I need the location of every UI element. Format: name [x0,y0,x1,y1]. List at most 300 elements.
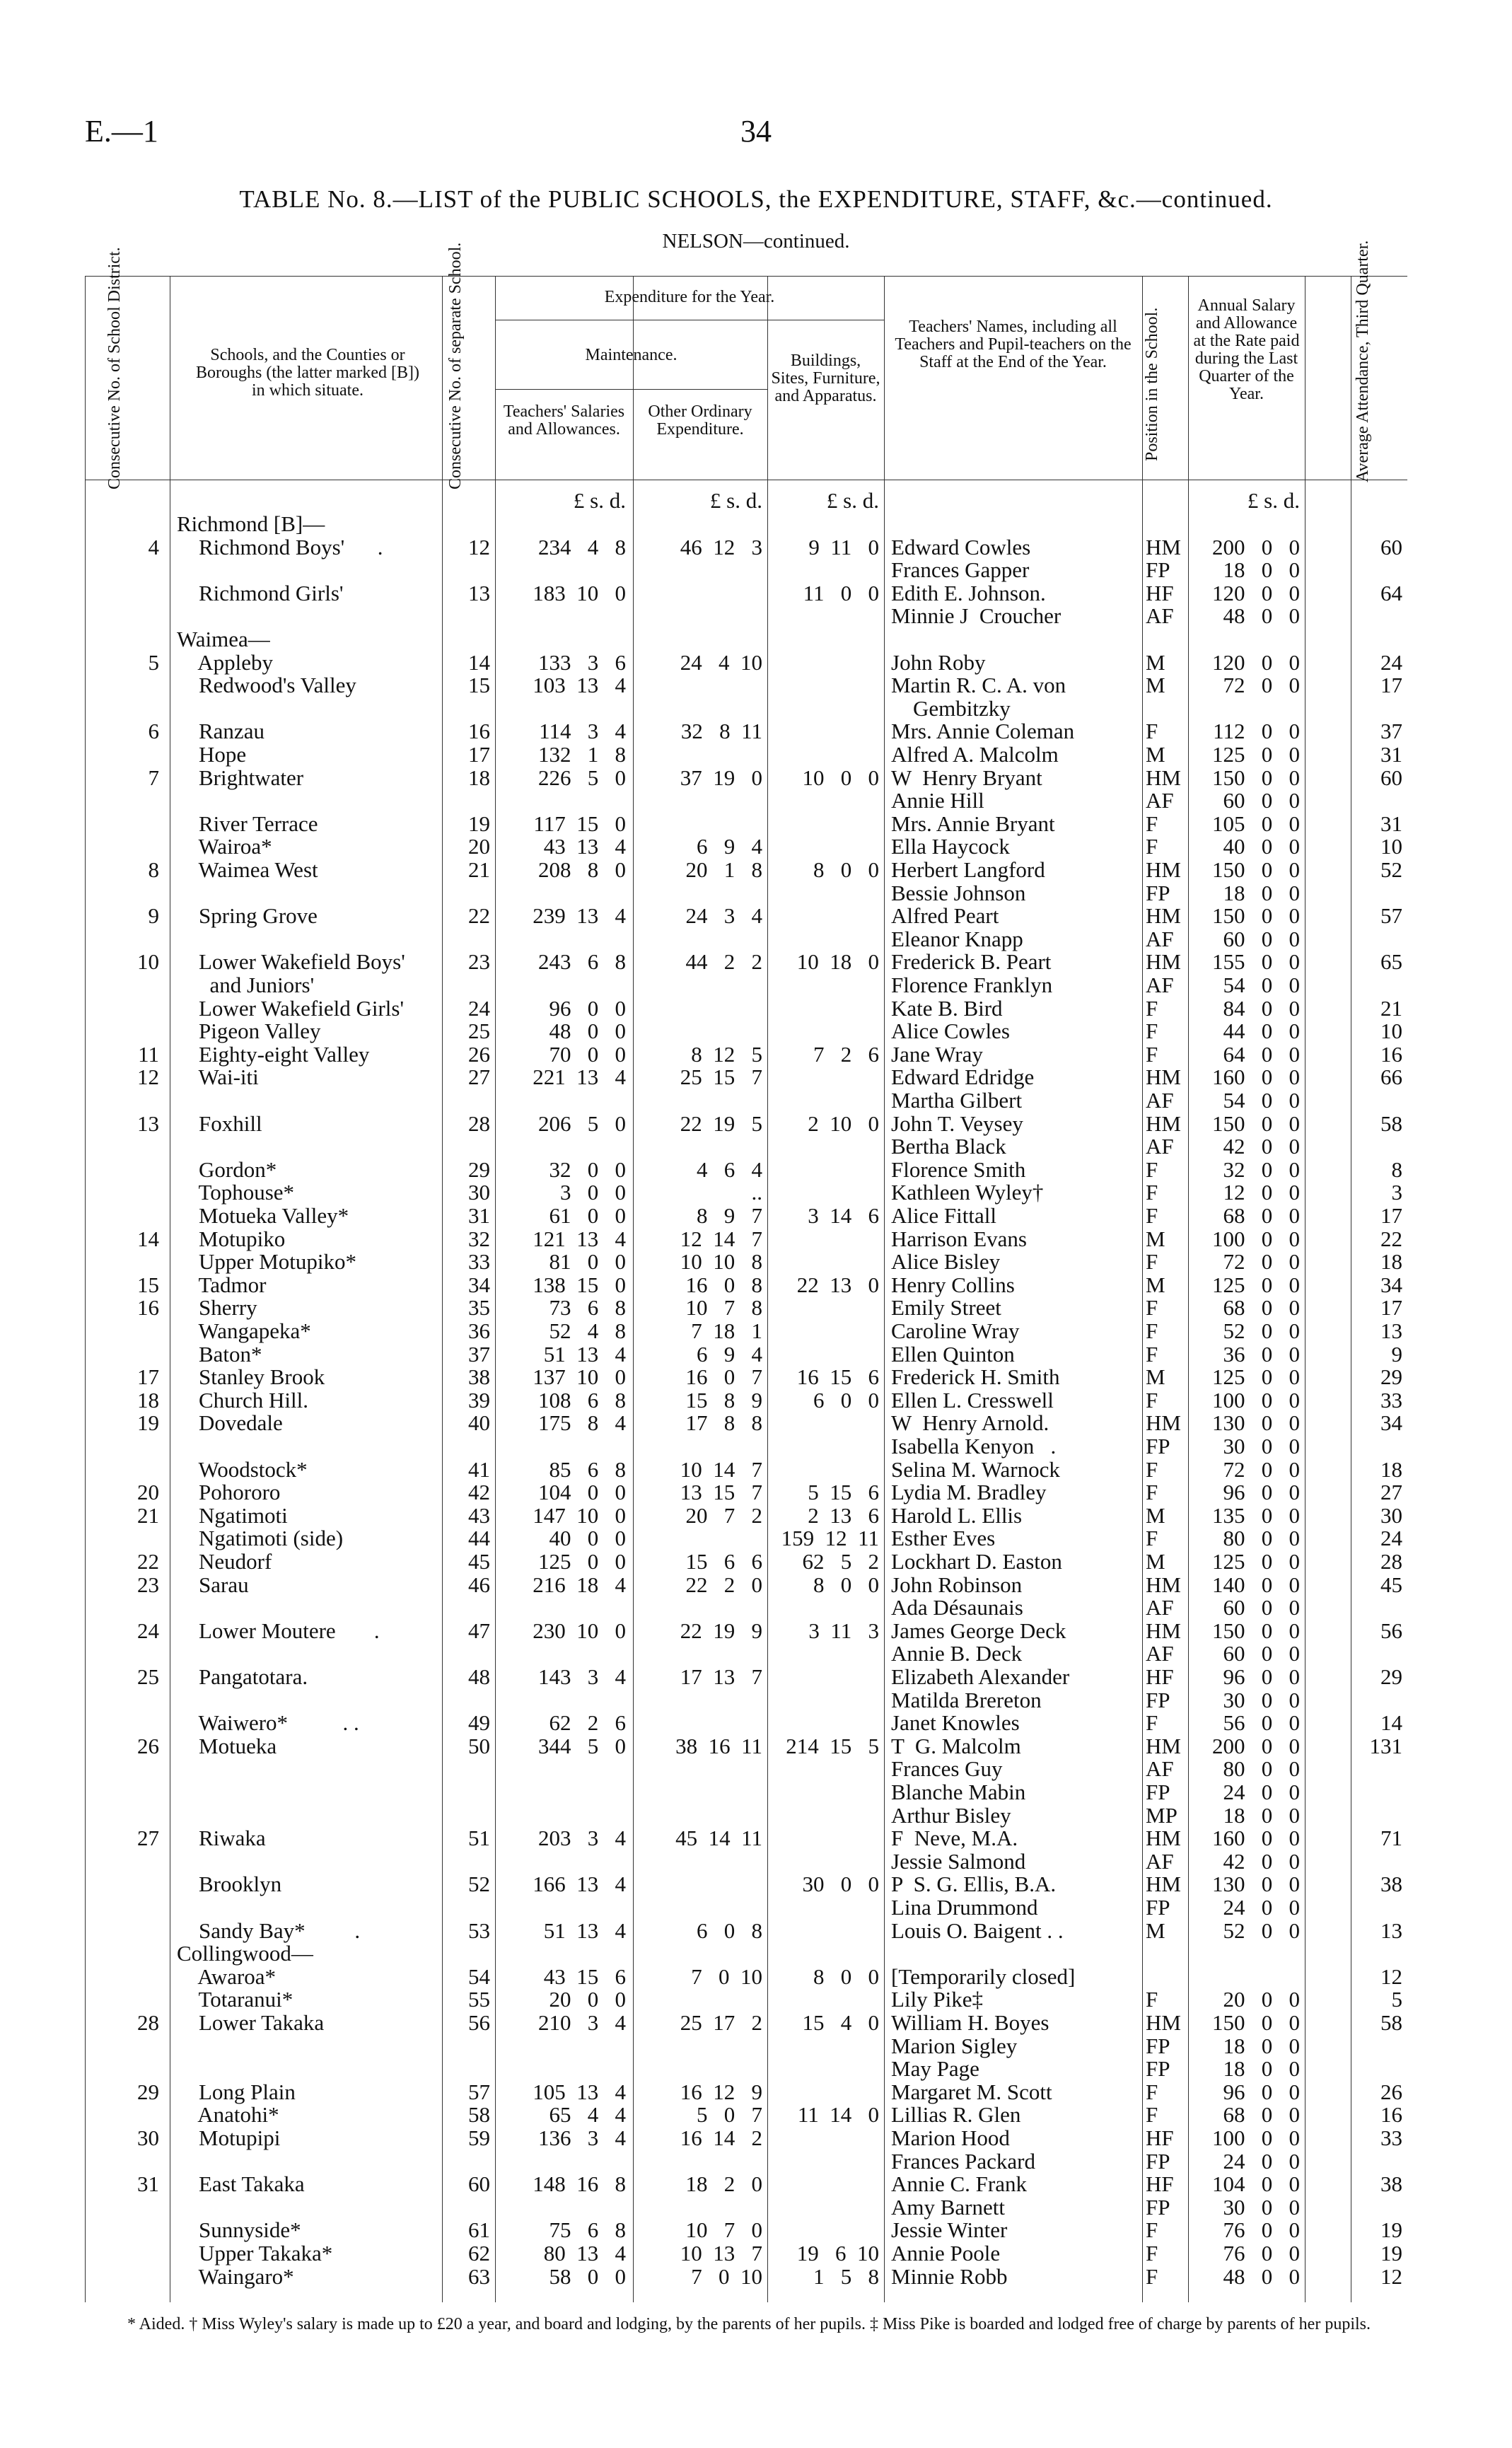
position-header: Position in the School. [1143,307,1161,461]
table-row [85,951,1407,973]
average-attendance: 17 [1380,1203,1402,1228]
maintenance-header: Maintenance. [585,346,678,364]
teacher-name: John T. Veysey [891,1110,1023,1136]
buildings-cost: 1 5 8 [813,2263,879,2289]
annual-salary: 150 0 0 [1212,1618,1300,1643]
position: FP [1146,1780,1170,1804]
teacher-name: T G. Malcolm [891,1733,1021,1758]
table-row [85,1251,1407,1273]
average-attendance: 13 [1380,1918,1402,1943]
school-name: Richmond Girls' [177,580,344,605]
buildings-cost: 6 0 0 [813,1387,879,1412]
school-no: 53 [468,1918,490,1943]
teacher-name: F Neve, M.A. [891,1826,1018,1851]
teachers-salaries: 230 10 0 [533,1618,626,1643]
position: HF [1146,1664,1174,1689]
district-no: 20 [137,1480,159,1505]
school-no: 58 [468,2102,490,2128]
school-no: 18 [468,765,490,790]
position: FP [1146,2056,1170,2082]
school-name: Sherry [177,1295,257,1321]
teachers-salaries: 138 15 0 [533,1272,626,1297]
teachers-salaries: 70 0 0 [549,1041,626,1067]
school-name: Lower Takaka [177,2010,325,2035]
position: M [1146,1226,1165,1251]
district-no: 24 [137,1618,159,1643]
school-name: Eighty-eight Valley [177,1041,370,1067]
teacher-name: Martin R. C. A. von [891,673,1066,698]
average-attendance: 16 [1380,1041,1402,1067]
average-attendance: 21 [1380,995,1402,1021]
table-row [85,1296,1407,1319]
buildings-cost: 22 13 0 [796,1272,879,1297]
annual-salary: 72 0 0 [1223,673,1300,698]
table-row [85,767,1407,789]
school-name: Woodstock* [177,1456,308,1482]
school-name: and Juniors' [177,973,315,997]
other-expenditure-header: Other Ordinary Expenditure. [648,402,752,439]
table-row [85,1758,1407,1780]
teacher-name: May Page [891,2056,979,2082]
teacher-name: Esther Eves [891,1526,996,1551]
school-name: Richmond [B]— [177,511,325,536]
position: F [1146,2263,1158,2289]
other-expenditure: 15 6 6 [685,1549,762,1574]
annual-salary: 24 0 0 [1223,1780,1300,1804]
other-expenditure: 8 12 5 [691,1041,762,1067]
teachers-salaries: 3 0 0 [560,1180,626,1205]
average-attendance: 29 [1380,1664,1402,1689]
school-no-header: Consecutive No. of separate School. [446,242,465,489]
buildings-cost: 7 2 6 [813,1041,879,1067]
position: HM [1146,1872,1181,1897]
teachers-salaries: 80 13 4 [543,2241,626,2266]
annual-salary: 100 0 0 [1212,1387,1300,1412]
table-row [85,1435,1407,1458]
annual-salary: 18 0 0 [1223,557,1300,583]
attendance-header: Average Attendance, Third Quarter. [1354,240,1372,482]
school-name: Gordon* [177,1156,277,1182]
other-expenditure: .. [751,1180,762,1205]
table-row [85,1781,1407,1804]
teacher-name: Amy Barnett [891,2194,1005,2220]
buildings-cost: 10 0 0 [802,765,879,790]
school-name: Wai-iti [177,1065,259,1090]
buildings-cost: 8 0 0 [813,1572,879,1597]
school-no: 45 [468,1549,490,1574]
annual-salary: 30 0 0 [1223,2194,1300,2220]
school-no: 56 [468,2010,490,2035]
average-attendance: 5 [1391,1987,1402,2012]
position: HF [1146,580,1174,605]
table-row [85,1596,1407,1619]
position: F [1146,1987,1158,2012]
table-row [85,2173,1407,2195]
district-no: 21 [137,1502,159,1528]
average-attendance: 9 [1391,1341,1402,1367]
annual-salary: 125 0 0 [1212,742,1300,767]
teacher-name: John Robinson [891,1572,1023,1597]
teachers-salaries: 51 13 4 [543,1341,626,1367]
teacher-name: Jessie Salmond [891,1848,1026,1874]
annual-salary: 130 0 0 [1212,1872,1300,1897]
annual-salary: 200 0 0 [1212,1733,1300,1758]
table-row [85,1642,1407,1665]
buildings-cost: 2 13 6 [808,1502,879,1528]
footnote: * Aided. † Miss Wyley's salary is made up to £20 a year, and board and lodging, by the parents of her pupils. ‡ Miss Pike is boarded and lodged free of charge by parents of her pupils. [127,2315,1371,2333]
other-expenditure: 37 19 0 [680,765,762,790]
table-row [85,513,1407,535]
teacher-name: Blanche Mabin [891,1780,1026,1804]
school-no: 32 [468,1226,490,1251]
teacher-name: Annie Poole [891,2241,1001,2266]
school-no: 51 [468,1826,490,1851]
position: FP [1146,2033,1170,2058]
other-expenditure: 4 6 4 [697,1156,762,1182]
teachers-salaries: 104 0 0 [538,1480,626,1505]
annual-salary: 42 0 0 [1223,1134,1300,1159]
annual-salary: 104 0 0 [1212,2171,1300,2197]
table-row [85,697,1407,720]
teachers-salaries: 234 4 8 [538,534,626,559]
position: F [1146,1249,1158,1275]
other-expenditure: 7 18 1 [691,1318,762,1343]
teacher-name: Selina M. Warnock [891,1456,1060,1482]
position: F [1146,1318,1158,1343]
position: M [1146,1918,1165,1943]
annual-salary: 54 0 0 [1223,973,1300,997]
other-expenditure: 6 9 4 [697,834,762,859]
average-attendance: 56 [1380,1618,1402,1643]
table-row [85,905,1407,927]
teacher-name: Margaret M. Scott [891,2079,1052,2104]
other-expenditure: 7 0 10 [691,1963,762,1989]
teacher-name: Marion Hood [891,2125,1010,2150]
teacher-name: Martha Gilbert [891,1088,1023,1113]
teacher-name: Alfred Peart [891,903,999,929]
school-no: 61 [468,2217,490,2243]
annual-salary: 18 0 0 [1223,1802,1300,1828]
annual-salary: 125 0 0 [1212,1272,1300,1297]
school-no: 50 [468,1733,490,1758]
school-name: Motupiko [177,1226,286,1251]
annual-salary: 68 0 0 [1223,1203,1300,1228]
district-no: 27 [137,1826,159,1851]
table-row [85,1712,1407,1734]
teacher-name: Lily Pike‡ [891,1987,984,2012]
school-name: East Takaka [177,2171,305,2197]
teacher-name: Frances Packard [891,2148,1035,2174]
position: F [1146,2241,1158,2266]
annual-salary: 96 0 0 [1223,2079,1300,2104]
buildings-cost: 3 11 3 [808,1618,879,1643]
table-title: TABLE No. 8.—LIST of the PUBLIC SCHOOLS, the EXPENDITURE, STAFF, &c.—continued. [239,185,1273,213]
buildings-cost: 10 18 0 [796,949,879,975]
position: FP [1146,2148,1170,2174]
teachers-salaries: 203 3 4 [538,1826,626,1851]
school-name: Church Hill. [177,1387,308,1412]
table-row [85,536,1407,559]
average-attendance: 13 [1380,1318,1402,1343]
district-no: 31 [137,2171,159,2197]
teacher-name: Annie B. Deck [891,1641,1023,1666]
school-no: 57 [468,2079,490,2104]
average-attendance: 27 [1380,1480,1402,1505]
teachers-salaries: 183 10 0 [533,580,626,605]
district-no: 8 [148,857,159,882]
school-no: 42 [468,1480,490,1505]
school-name: Lower Moutere . [177,1618,380,1643]
teacher-name: Lillias R. Glen [891,2102,1021,2128]
other-expenditure: 32 8 11 [680,719,762,744]
average-attendance: 14 [1380,1710,1402,1736]
teacher-name: Annie Hill [891,788,984,813]
position: F [1146,1041,1158,1067]
teachers-salaries: 136 3 4 [538,2125,626,2150]
average-attendance: 10 [1380,834,1402,859]
other-expenditure: 10 7 0 [685,2217,762,2243]
district-no-header: Consecutive No. of School District. [105,247,124,489]
buildings-cost: 159 12 11 [781,1526,879,1551]
district-no: 18 [137,1387,159,1412]
position: F [1146,1710,1158,1736]
position: FP [1146,880,1170,905]
school-name: Waimea West [177,857,318,882]
table-row [85,1827,1407,1850]
annual-salary: 56 0 0 [1223,1710,1300,1736]
teacher-name: Matilda Brereton [891,1687,1042,1712]
average-attendance: 31 [1380,811,1402,836]
district-no: 29 [137,2079,159,2104]
annual-salary: 52 0 0 [1223,1918,1300,1943]
table-row [85,2012,1407,2034]
table-row [85,1735,1407,1758]
school-no: 22 [468,903,490,929]
table-row [85,1156,1407,1182]
table-row [85,1988,1407,2011]
school-no: 28 [468,1110,490,1136]
table-row [85,1504,1407,1527]
school-name: Appleby [177,649,274,675]
teachers-salaries: 108 6 8 [538,1387,626,1412]
position: M [1146,742,1165,767]
annual-salary: 18 0 0 [1223,2056,1300,2082]
teacher-name: Jessie Winter [891,2217,1008,2243]
teachers-salaries: 43 15 6 [543,1963,626,1989]
teacher-name: Lina Drummond [891,1895,1038,1920]
table-row [85,835,1407,858]
average-attendance: 16 [1380,2102,1402,2128]
position: FP [1146,1434,1170,1458]
annual-salary: 42 0 0 [1223,1848,1300,1874]
annual-salary: 48 0 0 [1223,2263,1300,2289]
district-no: 26 [137,1733,159,1758]
school-name: Neudorf [177,1549,272,1574]
position: F [1146,1480,1158,1505]
school-name: Ngatimoti [177,1502,288,1528]
average-attendance: 71 [1380,1826,1402,1851]
other-expenditure: 7 0 10 [691,2263,762,2289]
average-attendance: 60 [1380,765,1402,790]
table-row [85,2035,1407,2058]
district-no: 28 [137,2010,159,2035]
school-name: Brooklyn [177,1872,282,1897]
position: AF [1146,1134,1174,1159]
teachers-salaries: 226 5 0 [538,765,626,790]
teachers-salaries: 206 5 0 [538,1110,626,1136]
school-name: Tophouse* [177,1180,295,1205]
teacher-name: Kathleen Wyley† [891,1180,1044,1205]
school-name: Tadmor [177,1272,267,1297]
teachers-salaries: 125 0 0 [538,1549,626,1574]
school-name: Dovedale [177,1410,283,1436]
school-name: Sandy Bay* . [177,1918,361,1943]
district-no: 12 [137,1065,159,1090]
position: F [1146,1341,1158,1367]
school-no: 15 [468,673,490,698]
position: AF [1146,1595,1174,1620]
school-no: 17 [468,742,490,767]
annual-salary: 80 0 0 [1223,1526,1300,1551]
position: M [1146,1549,1165,1574]
school-name: Pangatotara. [177,1664,308,1689]
table-row [85,1020,1407,1043]
table-row [85,1527,1407,1550]
buildings-cost: 214 15 5 [786,1733,879,1758]
school-no: 49 [468,1710,490,1736]
annual-salary: 12 0 0 [1223,1180,1300,1205]
school-name: Waingaro* [177,2263,294,2289]
table-row [85,1135,1407,1158]
table-row [85,1389,1407,1412]
school-name: Totaranui* [177,1987,293,2012]
position: HF [1146,2171,1174,2197]
average-attendance: 60 [1380,534,1402,559]
school-name: Brightwater [177,765,304,790]
teacher-name: Kate B. Bird [891,995,1003,1021]
teachers-salaries: 73 6 8 [549,1295,626,1321]
school-no: 35 [468,1295,490,1321]
annual-salary: 120 0 0 [1212,649,1300,675]
table-row [85,2219,1407,2241]
teachers-salaries: 65 4 4 [549,2102,626,2128]
annual-salary: 32 0 0 [1223,1156,1300,1182]
school-name: Stanley Brook [177,1364,325,1390]
school-no: 29 [468,1156,490,1182]
annual-salary: 64 0 0 [1223,1041,1300,1067]
school-no: 55 [468,1987,490,2012]
average-attendance: 12 [1380,1963,1402,1989]
school-no: 37 [468,1341,490,1367]
teacher-name: William H. Boyes [891,2010,1049,2035]
position: FP [1146,1895,1170,1920]
school-no: 31 [468,1203,490,1228]
average-attendance: 57 [1380,903,1402,929]
annual-salary: 40 0 0 [1223,834,1300,859]
teachers-salaries: 137 10 0 [533,1364,626,1390]
school-no: 30 [468,1180,490,1205]
teacher-name: Ellen L. Cresswell [891,1387,1054,1412]
school-no: 63 [468,2263,490,2289]
position: HM [1146,857,1181,882]
school-name: Foxhill [177,1110,262,1136]
other-expenditure: 16 14 2 [680,2125,762,2150]
teacher-name: Elizabeth Alexander [891,1664,1070,1689]
average-attendance: 64 [1380,580,1402,605]
average-attendance: 37 [1380,719,1402,744]
teacher-name: Alice Cowles [891,1019,1010,1044]
position: AF [1146,1756,1174,1782]
table-row [85,859,1407,881]
school-no: 24 [468,995,490,1021]
position: FP [1146,557,1170,583]
annual-salary: 18 0 0 [1223,2033,1300,2058]
average-attendance: 58 [1380,1110,1402,1136]
table-row [85,2150,1407,2173]
table-row [85,1574,1407,1596]
teachers-salaries: 105 13 4 [533,2079,626,2104]
position: M [1146,673,1165,698]
teachers-salaries: 148 16 8 [533,2171,626,2197]
teacher-name: Alfred A. Malcolm [891,742,1059,767]
school-name: Riwaka [177,1826,266,1851]
teachers-salaries: 20 0 0 [549,1987,626,2012]
teacher-name: Harold L. Ellis [891,1502,1023,1528]
table-row [85,974,1407,997]
school-no: 26 [468,1041,490,1067]
position: HM [1146,1065,1181,1090]
teachers-salaries: 40 0 0 [549,1526,626,1551]
school-no: 13 [468,580,490,605]
table-row [85,1274,1407,1296]
table-row [85,1366,1407,1388]
position: F [1146,811,1158,836]
school-name: Baton* [177,1341,262,1367]
school-no: 39 [468,1387,490,1412]
school-name: Wairoa* [177,834,272,859]
position: AF [1146,926,1174,951]
position: F [1146,719,1158,744]
school-name: Waiwero* . . [177,1710,359,1736]
school-no: 21 [468,857,490,882]
table-row [85,628,1407,651]
annual-salary: 160 0 0 [1212,1065,1300,1090]
unit-buildings: £ s. d. [826,488,879,513]
table-row [85,2081,1407,2104]
table-row [85,1110,1407,1136]
teachers-salaries: 62 2 6 [549,1710,626,1736]
school-name: Ngatimoti (side) [177,1526,344,1551]
school-name: Motueka [177,1733,277,1758]
teacher-name: Edward Cowles [891,534,1031,559]
position: HM [1146,1110,1181,1136]
average-attendance: 17 [1380,673,1402,698]
teacher-name: Frances Guy [891,1756,1003,1782]
teachers-salaries: 243 6 8 [538,949,626,975]
other-expenditure: 5 0 7 [697,2102,762,2128]
school-name: Long Plain [177,2079,296,2104]
school-no: 12 [468,534,490,559]
position: AF [1146,973,1174,997]
table-row [85,813,1407,835]
district-no: 10 [137,949,159,975]
annual-salary: 150 0 0 [1212,1110,1300,1136]
teacher-name: [Temporarily closed] [891,1963,1076,1989]
district-no: 19 [137,1410,159,1436]
other-expenditure: 16 12 9 [680,2079,762,2104]
position: F [1146,1456,1158,1482]
other-expenditure: 24 4 10 [680,649,762,675]
